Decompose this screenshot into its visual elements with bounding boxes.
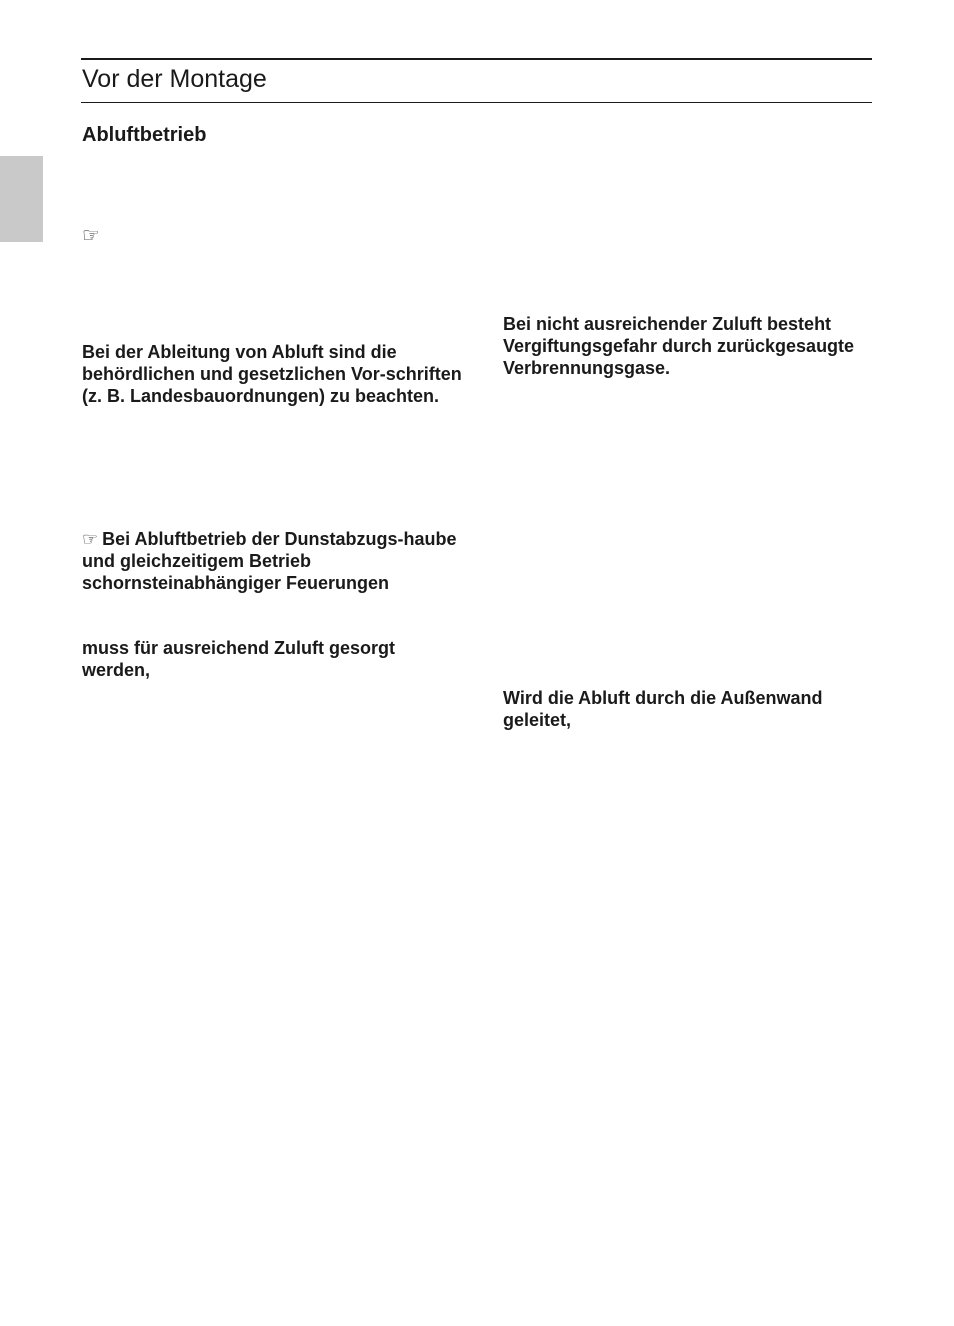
paragraph-supply-air-text: muss für ausreichend Zuluft gesorgt werden, (82, 638, 396, 680)
paragraph-poisoning-warning-text: Bei nicht ausreichender Zuluft besteht Vergiftungsgefahr durch zurückgesaugte Verbrennungsgase. (503, 314, 855, 378)
header-rule-bottom (81, 102, 872, 103)
side-tab-marker (0, 156, 43, 242)
paragraph-poisoning-warning (503, 313, 873, 379)
paragraph-supply-air (82, 637, 462, 681)
paragraph-regulations-text: Bei der Ableitung von Abluft sind die behördlichen und gesetzlichen Vor-schriften (z. B. Landesbauordnungen) zu beachten. (82, 342, 462, 406)
section-heading: Abluftbetrieb (82, 124, 207, 146)
paragraph-operation-note (82, 528, 462, 594)
page-title: Vor der Montage (82, 65, 267, 93)
header-rule-top (81, 58, 872, 60)
paragraph-exterior-wall (503, 687, 873, 731)
paragraph-operation-note-text: Bei Abluftbetrieb der Dunstabzugs-haube und gleichzeitigem Betrieb schornsteinabhängiger Feuerungen (82, 529, 457, 593)
pointing-hand-icon: ☞ (82, 529, 99, 549)
paragraph-regulations (82, 341, 462, 407)
pointing-hand-icon: ☞ (82, 225, 100, 247)
paragraph-exterior-wall-text: Wird die Abluft durch die Außenwand geleitet, (503, 688, 823, 730)
